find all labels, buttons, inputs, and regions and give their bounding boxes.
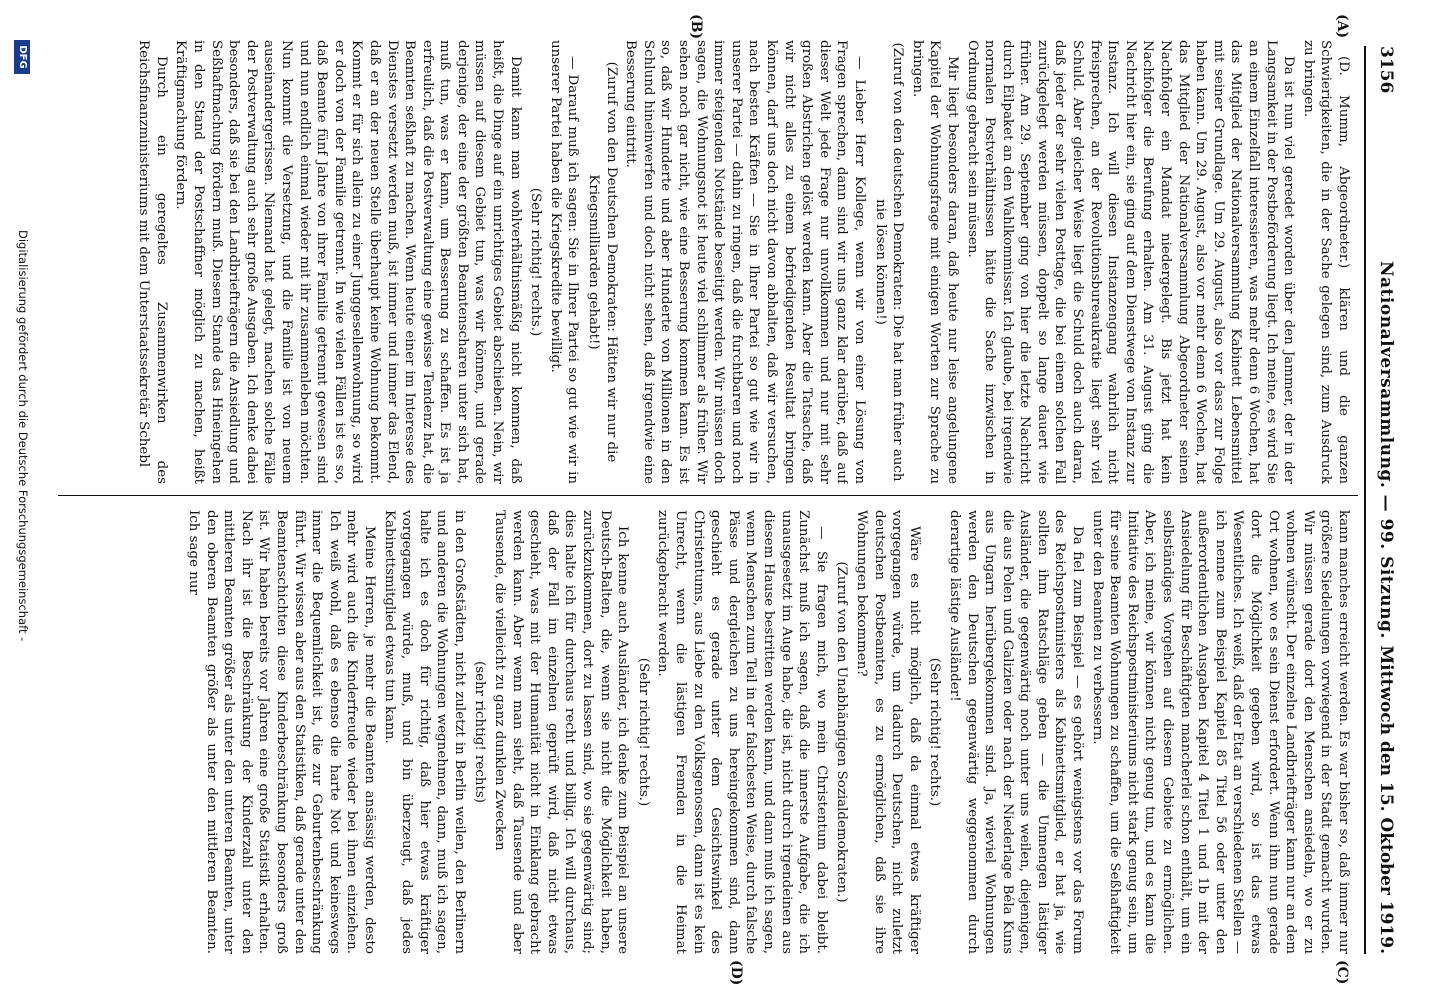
- page-header: [1374, 46, 1396, 954]
- paragraph: — Darauf muß ich sagen: Sie in Ihrer Partei so gut wie wir in unserer Partei haben die Kriegskredite bewilligt.: [547, 40, 581, 484]
- paragraph: — Sie fragen mich, wo mein Christentum dabei bleibt. Zunächst muß ich sagen, daß die innerste Aufgabe, die ich unausgesetzt im Auge habe, die ist, nicht durch irgendeinen aus diesem Hause bestritten werden kann, und dann muß ich sagen, wenn Menschen zum Teil in der falschesten Weise, durch falsche Pässe und dergleichen zu uns hereingekommen sind, dann geschieht es gerade unter dem Gesichtswinkel des Christentums, aus Liebe zu den Volksgenossen, dann ist es kein Unrecht, wenn die lästigen Fremden in die Heimat zurückgebracht werden.: [655, 510, 829, 954]
- paragraph: Da fiel zum Beispiel — es gehört wenigstens vor das Forum des Reichspostministers als Kabinettsmitglied, er hat ja, wie sollten ihm Ratschläge geben — die Unmengen lästiger Ausländer, die gegenwärtig noch unter uns weilen, diejenigen, die aus Polen und Galizien oder nach der Niederlage Béla Kuns aus Ungarn herübergekommen sind. Ja, wieviel Wohnungen werden den Deutschen gegenwärtig weggenommen durch derartige lästige Ausländer!: [946, 510, 1086, 954]
- interjection: (Sehr richtig! rechts.): [635, 657, 651, 807]
- margin-marker-c: (C): [1334, 960, 1350, 985]
- column-divider: [58, 495, 1358, 496]
- paragraph: — Lieber Herr Kollege, wenn wir von einer Lösung von Fragen sprechen, dann sind wir uns ganz klar darüber, daß auf dieser Welt jede Frage nur unvollkommen und nur mit sehr großen Abstrichen gelöst werden kann. Aber die Tatsache, daß wir nicht alles zu einem befriedigenden Resultat bringen können, darf uns doch nicht davon abhalten, daß wir versuchen, nach besten Kräften — Sie in Ihrer Partei so gut wie wir in unserer Partei — dahin zu ringen, daß die furchtbaren und noch immer steigenden Notstände beseitigt werden. Wir müssen doch sagen, die Wohnungsnot ist heute viel schlimmer als früher. Wir sehen noch gar nicht, wie eine Besserung kommen kann. Es ist so, daß wir Hunderte und aber Hunderte von Millionen in den Schlund hineinwerfen und doch nicht sehen, daß irgendwie eine Besserung eintritt.: [623, 40, 867, 484]
- paragraph: (D. Mumm, Abgeordneter.) klären und die ganzen Schwierigkeiten, die in der Sache gelegen sind, zum Ausdruck zu bringen.: [1300, 40, 1351, 484]
- paragraph: Ich kenne auch Ausländer, ich denke zum Beispiel an unsere Deutsch-Balten, die, wenn sie nicht die Möglichkeit haben, zurückzukommen, dort zu lassen sind, wo sie gegenwärtig sind; dies halte ich für durchaus recht und billig. Ich will durchaus, daß der Fall im einzelnen geprüft wird, daß nicht etwas geschieht, was mit der Humanität nicht in Einklang gebracht werden kann. Aber wenn man sieht, daß Tausende und aber Tausende, die vielleicht zu ganz dunklen Zwecken: [492, 510, 631, 954]
- interjection: (sehr richtig! rechts): [472, 661, 488, 803]
- paragraph: kann manches erreicht werden. Es war bisher so, daß immer nur größere Siedelungen vorwiegend in der Stadt gemacht wurden. Wir müssen gerade dort den Menschen ansiedeln, wo er zu wohnen wünscht. Der einzelne Landbriefträger kann nur an dem Ort wohnen, wo es sein Dienst erfordert. Wenn ihm nun gerade dort die Möglichkeit gegeben wird, so ist das etwas Wesentliches. Ich weiß, daß der Etat an verschiedenen Stellen — ich nenne zum Beispiel Kapitel 85 Titel 56 oder unter den außerordentlichen Ausgaben Kapitel 4 Titel 1 und 1b mit der Ansiedelung für Beschäftigten mancherlei schon enthält, um ein selbständiges Vorgehen auf diesem Gebiete zu ermöglichen. Aber, ich meine, wir können nicht genug tun, und es kann die Initiative des Reichspostministeriums nicht stark genug sein, um für seine Beamten Wohnungen zu schaffen, um die Seßhaftigkeit unter den Beamten zu verbessern.: [1089, 510, 1351, 954]
- paragraph: Wäre es nicht möglich, daß da einmal etwas kräftiger vorgegangen würde, um dadurch Deutschen, nicht zuletzt deutschen Postbeamten, es zu ermöglichen, daß sie ihre Wohnungen bekommen?: [853, 510, 922, 954]
- left-column: [62, 40, 1352, 484]
- paragraph: Meine Herren, je mehr die Beamten ansässig werden, desto mehr wird auch die Kinderfreude wieder bei ihnen einziehen. Ich weiß wohl, daß es ebenso die harte Not und keineswegs immer die Bequemlichkeit ist, die zur Geburtenbeschränkung führt. Wir wissen aber aus den Statistiken, daß gerade unter den Beamtenschichten diese Kinderbeschränkung besonders groß ist. Wir haben bereits vor Jahren eine große Statistik erhalten. Nach ihr ist die Beschränkung der Kinderzahl unter den mittleren Beamten größer als unter den unteren Beamten, unter den oberen Beamten größer als unter den mittleren Beamten. Ich sage nur: [186, 510, 377, 954]
- paragraph: Mir liegt besonders daran, daß heute nur leise angelungene Kapitel der Wohnungsfrage mit einigen Worten zur Sprache zu bringen.: [909, 40, 960, 484]
- paragraph: Durch ein geregeltes Zusammenwirken des Reichsfinanzministeriums mit dem Unterstaatssekretär Schebl: [136, 40, 169, 484]
- footer-credit: Digitalisierung gefördert durch die Deutsche Forschungsgemeinschaft -: [16, 230, 30, 642]
- margin-marker-d: (D): [728, 960, 744, 986]
- paragraph: in den Großstädten, nicht zuletzt in Berlin weilen, den Berlinern und anderen die Wohnungen wegnehmen, dann, muß ich sagen, halte ich es doch für richtig, daß hier etwas kräftiger vorgegangen würde, muß, und bin überzeugt, daß jedes Kabinettsmitglied etwas tun kann.: [381, 510, 467, 954]
- header-rule: [1364, 46, 1366, 954]
- interjection: (Sehr richtig! rechts.): [927, 657, 943, 807]
- interjection: (Sehr richtig! rechts.): [528, 187, 544, 337]
- interjection: (Zuruf von den deutschen Demokraten: Die hat man früher auch nie lösen können!): [872, 42, 906, 482]
- paragraph: Damit kann man wohlverhältnismäßig nicht kommen, daß heißt, die Dinge auf ein unrichtiges Gebiet abschieben. Nein, wir müssen auf diesem Gebiet tun, was wir können, und gerade derjenige, der eine der größten Beamtenscharen unter sich hat, muß tun, was er kann, um Besserung zu schaffen. Es ist ja erfreulich, daß die Postverwaltung eine gewisse Tendenz hat, die Beamten seßhaft zu machen. Wenn heute einer im Interesse des Dienstes versetzt werden muß, ist immer und immer das Elend, daß er an der neuen Stelle überhaupt keine Wohnung bekommt. Kommt er für sich allein zu einer Junggesellenwohnung, so wird er doch von der Familie getrennt. In wie vielen Fällen ist es so, daß Beamte fünf Jahre von ihrer Familie getrennt gewesen sind und nun endlich einmal wieder mit ihr zusammenleben möchten. Nun kommt die Versetzung, und die Familie ist von neuem auseinandergerissen. Niemand hat gelegt, machen solche Fälle der Postverwaltung auch sehr große Ausgaben. Ich denke dabei besonders, daß sie bei den Landbriefträgern die Ansiedlung und Seßhaftmachung fördern muß. Diesem Stande das Hineingehen in den Stand der Postschaffner möglich zu machen, heißt Kräftigmachung fördern.: [173, 40, 523, 484]
- page-number: 3156: [1376, 46, 1396, 94]
- right-column: [62, 510, 1352, 954]
- dfg-logo: DFG: [14, 40, 30, 74]
- interjection: (Zuruf von den Deutschen Demokraten: Hätten wir nur die Kriegsmilliarden gehabt!): [586, 61, 619, 463]
- session-title: Nationalversammlung. — 99. Sitzung.: [1376, 261, 1396, 639]
- interjection: (Zuruf von den Unabhängigen Sozialdemokraten.): [834, 561, 850, 903]
- paragraph: Da ist nun viel geredet worden über den Jammer, der in der Langsamkeit in der Postbeförderung liegt. Ich meine, es wird Sie an einem Einzelfall interessieren, was mehr denn 6 Wochen, hat das Mitglied der Nationalversammlung Kabinett Lebensmittel mit seiner Grundlage. Um 29. August, also vor dass zur Folge haben kann. Um 29. August, also vor mehr denn 6 Wochen, hat das Mitglied der Nationalversammlung Abgeordneter seinen Nachfolger ein Mandat niedergelegt. Bis jetzt hat kein Nachfolger die Berufung erhalten. Am 31. August ging die Nachricht hier ein, sie ging auf dem Dienstwege von Instanz zur Instanz. Ich will diesen Instanzengang wahrlich nicht freisprechen, an der Revolutionsbureaukratie liegt sehr viel Schuld. Aber gleicher Weise liegt die Schuld doch auch daran, daß jeder der sehr vielen Posttage, die bei einem solchen Fall zurückgelegt werden müssen, doppelt so lange dauert wie früher. Am 29. September ging von hier die letzte Nachricht durch Eilpaket an den Wahlkommissar. Ich glaube, bei irgendwie normalen Postverhältnissen hätte die Sache inzwischen in Ordnung gebracht sein müssen.: [964, 40, 1297, 484]
- margin-marker-a: (A): [1334, 14, 1350, 39]
- margin-marker-b: (B): [688, 14, 704, 40]
- session-date: Mittwoch den 15. Oktober 1919.: [1376, 645, 1396, 954]
